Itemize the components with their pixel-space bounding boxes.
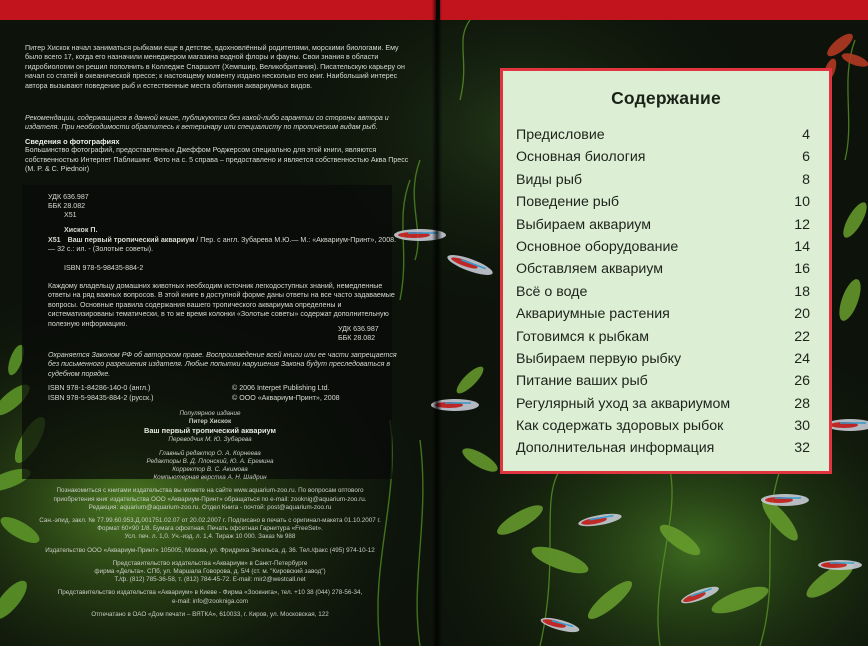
copyright-english: © 2006 Interpet Publishing Ltd. [232,384,330,392]
contents-item-page: 16 [794,261,810,278]
imprint-proofreader: Корректор В. С. Акимова [172,466,248,474]
contents-item [516,236,810,258]
contents-item-page: 12 [794,216,810,233]
contents-item [516,437,810,459]
contents-item-title: Поведение рыб [516,194,620,211]
bbk-code-2: ББК 28.082 [338,334,376,342]
imprint-title: Ваш первый тропический аквариум [143,426,276,436]
imprint-info-2: приобретения книг издательства ООО «Аквариум-Принт» обращаться по e-mail: zooknig@aquarium-zoo.ru. [53,495,367,503]
imprint-spb-2: фирма «Дельта». СПб, ул. Маршала Говорова, д. 5/4 (ст. м. "Кировский завод") [94,568,326,576]
imprint-spb-1: Представительство издательства «Аквариум» в Санкт-Петербурге [112,559,308,567]
contents-item-page: 32 [794,440,810,457]
annotation: Каждому владельцу домашних животных необходим источник легкодоступных знаний, немедленные ответы на ряд важных вопросов. В этой книге в доступной форме даны ответы на все часто задаваемые вопросы. Основные правила содержания вашего тропического аквариума определены и систематизированы тематически, в то же время колонки «Золотые советы» содержат дополнительную полезную информацию. [48,282,395,328]
contents-item-title: Аквариумные растения [516,306,670,323]
imprint-publisher: Издательство ООО «Аквариум-Принт» 105005, Москва, ул. Фридриха Энгельса, д. 36. Тел./факс (495) 974-10-12 [45,546,375,554]
contents-item-title: Выбираем аквариум [516,216,651,233]
imprint-info-3: Редакция: aquarium@aquarium-zoo.ru. Отдел Книга - почтой: post@aquarium-zoo.ru [88,503,332,511]
contents-item-page: 26 [794,373,810,390]
contents-box [500,68,832,474]
isbn-russian: ISBN 978-5-98435-884-2 [64,264,144,272]
contents-item-page: 28 [794,395,810,412]
contents-list [516,124,810,460]
imprint-editors: Редакторы В. Д. Плонский, Ю. А. Еремина [146,457,274,465]
contents-item-page: 14 [794,238,810,255]
contents-item-title: Регулярный уход за аквариумом [516,395,731,412]
author-sign: Х51 [64,211,77,219]
contents-item [516,281,810,303]
imprint-kiev-1: Представительство издательства «Аквариум» в Киеве - Фирма «Зоокнига», тел. +10 38 (044) 278-56-34, [57,589,363,597]
contents-title: Содержание [611,88,721,108]
imprint-block [30,410,390,619]
bbk-code: ББК 28.082 [48,202,86,210]
contents-item-title: Основное оборудование [516,238,679,255]
contents-item [516,258,810,280]
contents-item [516,146,810,168]
contents-item-title: Готовимся к рыбкам [516,328,649,345]
contents-item-page: 22 [794,328,810,345]
contents-item [516,303,810,325]
contents-item [516,348,810,370]
disclaimer: Рекомендации, содержащиеся в данной книге, публикуются без какой-либо гарантии со стороны автора и издателя. При необходимости обратитесь к ветеринару или специалисту по тропическим видам рыб. [25,114,389,132]
contents-item [516,169,810,191]
contents-item-title: Предисловие [516,127,605,143]
imprint-kiev-2: e-mail: info@zooknigа.com [171,597,249,605]
contents-item-title: Обставляем аквариум [516,261,663,278]
imprint-layout: Компьютерная верстка А. Н. Шадрин [153,474,267,482]
edition-type: Популярное издание [179,410,241,417]
contents-item [516,124,810,146]
contents-item-page: 8 [802,171,810,188]
contents-item-page: 30 [794,418,810,435]
contents-item [516,326,810,348]
contents-item-page: 20 [794,306,810,323]
classification-codes-2 [338,325,418,343]
contents-item-title: Питание ваших рыб [516,373,648,390]
imprint-printed: Отпечатано в ОАО «Дом печати – ВЯТКА», 610033, г. Киров, ул. Московская, 122 [91,610,329,618]
author-name-text: Хискок П. [64,226,98,234]
imprint-info-1: Познакомиться с книгами издательства вы можете на сайте www.aquarium-zoo.ru. По вопросам оптового [56,487,364,495]
contents-item-page: 6 [802,149,810,166]
author-name [48,226,408,235]
contents-item [516,191,810,213]
book-description [48,236,403,255]
contents-item [516,393,810,415]
isbn-english: ISBN 978-1-84286-140-0 (англ.) [48,384,151,392]
author-code: Х51 [48,236,61,244]
imprint-tech-1: Сан.-эпид. закл. № 77.99.60.953.Д.001751.02.07 от 20.02.2007 г. Подписано в печать с оригинал-макета 01.10.2007 г. [39,517,381,525]
imprint-tech-3: Усл. печ. л. 1,0. Уч.-изд. л. 1,4. Тираж 10 000. Заказ № 988 [124,533,296,541]
imprint-spb-3: Т./ф. (812) 785-36-58, т. (812) 784-45-72. E-mail: mir2@westcall.net [114,576,306,584]
imprint-author: Питер Хискок [188,418,232,426]
contents-item-title: Виды рыб [516,171,583,188]
author-bio: Питер Хискок начал заниматься рыбками еще в детстве, вдохновлённый родителями, морскими биологами. Ему было всего 17, когда его назначили менеджером магазина водной флоры и фауны. Свои знания в области гидробиологии он решил пополнить в Колледже Спаршолт (Хемпшир, Великобритания). Писательскую карьеру он начал со статей в океанической прессе; к настоящему моменту издано несколько его книг. Наибольший интерес автора вызывают поведение рыб и естественные места обитания аквариумных видов. [25,44,405,90]
contents-item-title: Как содержать здоровых рыбок [516,418,724,435]
contents-item-title: Выбираем первую рыбку [516,350,682,367]
contents-item [516,214,810,236]
contents-item [516,415,810,437]
udk-code-2: УДК 636.987 [338,325,379,333]
contents-item-title: Дополнительная информация [516,440,715,457]
contents-item-title: Всё о воде [516,283,588,300]
copyright-russian: © ООО «Аквариум-Принт», 2008 [232,393,340,402]
copyright-lines [232,384,412,403]
imprint-chief-editor: Главный редактор О. А. Корнеева [159,449,261,457]
photo-credits [25,137,415,175]
isbn-list [48,384,248,403]
book-description-rest: / Пер. с англ. Зубарева М.Ю.— М.: «Аквариум-Принт», 2008. — 32 с.: ил. - (Золотые советы). [48,236,397,254]
imprint-tech-2: Формат 60×90 1/8. Бумага офсетная. Печать офсетная Гарнитура «FreeSet». [97,525,323,533]
udk-code: УДК 636.987 [48,193,89,201]
photo-credits-heading: Сведения о фотографиях [25,137,120,146]
imprint-translator: Переводчик М. Ю. Зубарева [168,436,252,444]
contents-item [516,370,810,392]
contents-item-page: 24 [794,350,810,367]
book-title: Ваш первый тропический аквариум [67,236,195,244]
contents-item-page: 18 [794,283,810,300]
red-header-band-left [0,0,436,20]
contents-item-page: 4 [802,127,810,143]
copyright-notice: Охраняется Законом РФ об авторском праве. Воспроизведение всей книги или ее части запрещается без письменного разрешения издателя. Любые попытки нарушения Закона будут преследоваться в судебном порядке. [48,351,397,378]
book-spine [432,0,442,646]
contents-item-page: 10 [794,194,810,211]
isbn-russian-2: ISBN 978-5-98435-884-2 (русск.) [48,393,154,402]
photo-credits-text: Большинство фотографий, предоставленных Джеффом Роджерсом специально для этой книги, являются собственностью Интерпет Паблишинг. Фото на с. 5 справа – предоставлено и является собственностью Аква Пресс (М. P. & C. Piednoir) [25,146,409,174]
classification-codes [48,193,168,220]
red-header-band-right [440,0,868,20]
contents-item-title: Основная биология [516,149,646,166]
